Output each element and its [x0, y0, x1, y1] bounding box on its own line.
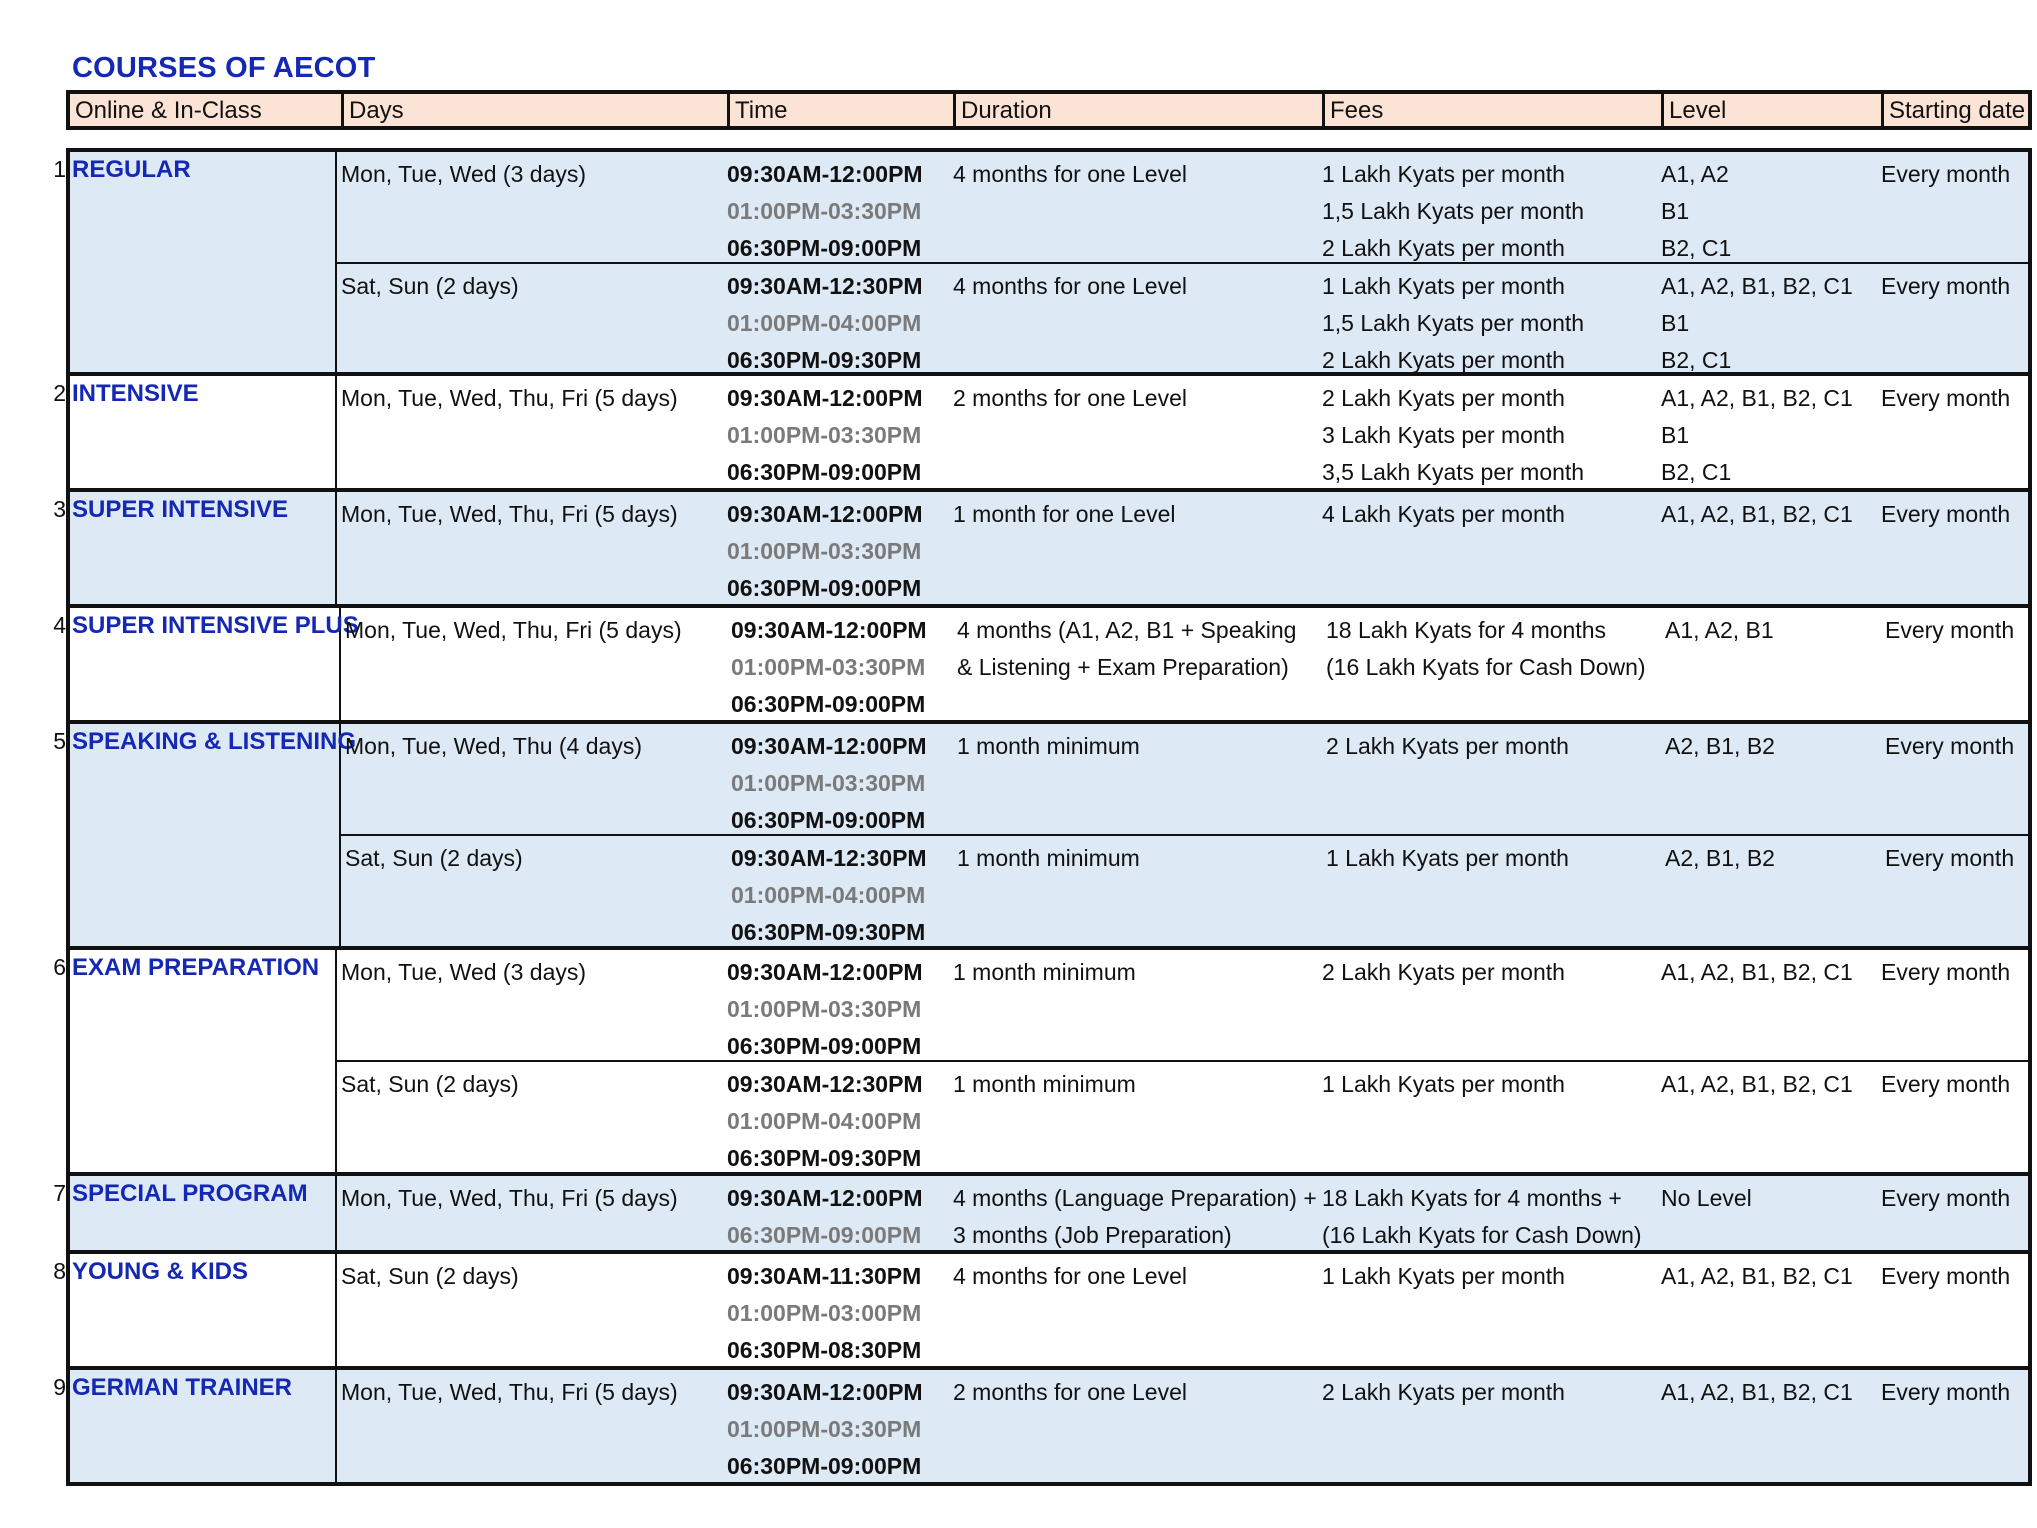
level-cell — [1657, 1062, 1877, 1172]
schedule-row — [337, 376, 2028, 488]
header-time: Time — [727, 94, 953, 126]
days-cell — [337, 1062, 723, 1172]
days-cell — [341, 608, 727, 720]
fees-cell-line: 4 Lakh Kyats per month — [1322, 501, 1565, 527]
duration-cell — [949, 1176, 1318, 1250]
time-cell — [727, 608, 953, 720]
fees-cell — [1318, 1254, 1657, 1366]
time-cell-line: 06:30PM-09:00PM — [731, 691, 926, 717]
schedule-row — [341, 724, 2032, 834]
course-number: 1 — [53, 156, 66, 182]
time-cell-line: 01:00PM-04:00PM — [727, 1108, 922, 1134]
duration-cell-line: 4 months for one Level — [953, 273, 1187, 299]
time-cell-line: 06:30PM-09:30PM — [727, 347, 922, 372]
start-cell — [1877, 492, 2028, 604]
duration-cell — [949, 950, 1318, 1060]
level-cell-line: B1 — [1661, 422, 1690, 448]
table-header — [66, 90, 2032, 130]
days-cell-line: Mon, Tue, Wed, Thu, Fri (5 days) — [341, 385, 678, 411]
level-cell — [1657, 1254, 1877, 1366]
time-cell — [723, 152, 949, 262]
days-cell-line: Mon, Tue, Wed, Thu, Fri (5 days) — [345, 617, 682, 643]
fees-cell-line: 3 Lakh Kyats per month — [1322, 422, 1565, 448]
fees-cell-line: 2 Lakh Kyats per month — [1322, 959, 1565, 985]
fees-cell-line: 2 Lakh Kyats per month — [1322, 1379, 1565, 1405]
time-cell-line: 06:30PM-09:00PM — [727, 1033, 922, 1059]
fees-cell-line: 2 Lakh Kyats per month — [1322, 235, 1565, 261]
course-number: 6 — [53, 954, 66, 980]
course-name: SPECIAL PROGRAM — [70, 1176, 337, 1250]
duration-cell-line: 1 month minimum — [957, 733, 1140, 759]
time-cell-line: 06:30PM-09:30PM — [731, 919, 926, 945]
time-cell-line: 01:00PM-03:30PM — [727, 538, 922, 564]
time-cell-line: 09:30AM-12:00PM — [731, 617, 927, 643]
level-cell — [1657, 264, 1877, 372]
schedule-row — [337, 1176, 2028, 1250]
start-cell — [1877, 1254, 2028, 1366]
days-cell-line: Mon, Tue, Wed, Thu, Fri (5 days) — [341, 1185, 678, 1211]
fees-cell — [1318, 376, 1657, 488]
fees-cell — [1318, 152, 1657, 262]
duration-cell-line: 1 month minimum — [953, 1071, 1136, 1097]
time-cell-line: 06:30PM-09:00PM — [727, 575, 922, 601]
time-cell-line: 06:30PM-09:00PM — [727, 1222, 922, 1248]
course-name: INTENSIVE — [70, 376, 337, 488]
days-cell — [341, 724, 727, 834]
days-cell — [337, 1370, 723, 1482]
start-cell — [1877, 1370, 2028, 1482]
time-cell-line: 09:30AM-12:00PM — [727, 1379, 923, 1405]
start-cell-line: Every month — [1881, 1185, 2011, 1211]
fees-cell-line: (16 Lakh Kyats for Cash Down) — [1322, 1222, 1642, 1248]
level-cell-line: A1, A2, B1, B2, C1 — [1661, 1071, 1853, 1097]
course-row — [53, 1370, 2028, 1486]
time-cell-line: 09:30AM-12:00PM — [727, 501, 923, 527]
start-cell-line: Every month — [1881, 1379, 2011, 1405]
duration-cell — [949, 1062, 1318, 1172]
time-cell-line: 06:30PM-09:30PM — [727, 1145, 922, 1171]
course-row — [53, 1176, 2028, 1254]
course-number: 2 — [53, 380, 66, 406]
start-cell-line: Every month — [1881, 501, 2011, 527]
level-cell — [1657, 376, 1877, 488]
duration-cell-line: 4 months (A1, A2, B1 + Speaking — [957, 617, 1297, 643]
schedule-row — [337, 262, 2028, 372]
time-cell — [727, 836, 953, 946]
duration-cell-line: 2 months for one Level — [953, 1379, 1187, 1405]
days-cell-line: Mon, Tue, Wed, Thu (4 days) — [345, 733, 643, 759]
duration-cell-line: 2 months for one Level — [953, 385, 1187, 411]
start-cell — [1877, 950, 2028, 1060]
days-cell — [337, 1176, 723, 1250]
level-cell — [1661, 608, 1881, 720]
header-fees: Fees — [1322, 94, 1661, 126]
start-cell — [1877, 376, 2028, 488]
start-cell-line: Every month — [1885, 845, 2015, 871]
duration-cell-line: 4 months for one Level — [953, 161, 1187, 187]
time-cell-line: 01:00PM-04:00PM — [731, 882, 926, 908]
time-cell-line: 09:30AM-12:00PM — [727, 385, 923, 411]
course-row — [53, 608, 2028, 724]
time-cell-line: 09:30AM-12:30PM — [727, 1071, 923, 1097]
fees-cell — [1322, 608, 1661, 720]
course-name: EXAM PREPARATION — [70, 950, 337, 1172]
fees-cell-line: 1 Lakh Kyats per month — [1322, 273, 1565, 299]
fees-cell — [1318, 1062, 1657, 1172]
level-cell-line: A1, A2, B1, B2, C1 — [1661, 1263, 1853, 1289]
course-row — [53, 724, 2028, 950]
time-cell-line: 09:30AM-12:00PM — [727, 959, 923, 985]
duration-cell — [953, 724, 1322, 834]
start-cell-line: Every month — [1881, 161, 2011, 187]
level-cell — [1657, 492, 1877, 604]
course-name: YOUNG & KIDS — [70, 1254, 337, 1366]
time-cell — [723, 1370, 949, 1482]
course-row — [53, 152, 2028, 376]
start-cell — [1877, 1062, 2028, 1172]
header-starting-date: Starting date — [1881, 94, 2028, 126]
start-cell-line: Every month — [1881, 959, 2011, 985]
level-cell-line: B2, C1 — [1661, 459, 1732, 485]
course-number: 4 — [53, 612, 66, 638]
course-name: REGULAR — [70, 152, 337, 372]
fees-cell-line: 1,5 Lakh Kyats per month — [1322, 198, 1585, 224]
time-cell-line: 01:00PM-03:30PM — [727, 996, 922, 1022]
duration-cell — [949, 492, 1318, 604]
duration-cell — [953, 608, 1322, 720]
course-number: 7 — [53, 1180, 66, 1206]
course-number: 5 — [53, 728, 66, 754]
duration-cell-line: 4 months for one Level — [953, 1263, 1187, 1289]
days-cell — [337, 264, 723, 372]
start-cell — [1877, 264, 2028, 372]
schedule-row — [341, 834, 2032, 946]
days-cell — [337, 492, 723, 604]
fees-cell — [1318, 950, 1657, 1060]
level-cell-line: A2, B1, B2 — [1665, 733, 1775, 759]
start-cell-line: Every month — [1881, 1071, 2011, 1097]
time-cell — [723, 264, 949, 372]
schedule-row — [337, 492, 2028, 604]
days-cell — [337, 950, 723, 1060]
duration-cell — [949, 152, 1318, 262]
time-cell — [723, 1062, 949, 1172]
course-table — [53, 148, 2032, 1486]
duration-cell-line: 4 months (Language Preparation) + — [953, 1185, 1317, 1211]
time-cell-line: 01:00PM-04:00PM — [727, 310, 922, 336]
start-cell — [1881, 836, 2032, 946]
course-row — [53, 492, 2028, 608]
level-cell — [1661, 836, 1881, 946]
course-number: 8 — [53, 1258, 66, 1284]
schedule-row — [341, 608, 2032, 720]
fees-cell-line: (16 Lakh Kyats for Cash Down) — [1326, 654, 1646, 680]
duration-cell — [953, 836, 1322, 946]
start-cell-line: Every month — [1881, 1263, 2011, 1289]
schedule-row — [337, 1060, 2028, 1172]
time-cell-line: 09:30AM-12:00PM — [727, 1185, 923, 1211]
level-cell-line: A1, A2, B1, B2, C1 — [1661, 1379, 1853, 1405]
fees-cell-line: 2 Lakh Kyats per month — [1326, 733, 1569, 759]
fees-cell-line: 2 Lakh Kyats per month — [1322, 347, 1565, 372]
time-cell — [723, 950, 949, 1060]
start-cell — [1877, 1176, 2028, 1250]
fees-cell-line: 1 Lakh Kyats per month — [1326, 845, 1569, 871]
schedule-row — [337, 152, 2028, 262]
level-cell — [1657, 950, 1877, 1060]
fees-cell-line: 18 Lakh Kyats for 4 months — [1326, 617, 1606, 643]
time-cell-line: 09:30AM-12:00PM — [731, 733, 927, 759]
schedule-row — [337, 1254, 2028, 1366]
start-cell-line: Every month — [1881, 273, 2011, 299]
start-cell — [1881, 724, 2032, 834]
course-name: SPEAKING & LISTENING — [70, 724, 341, 946]
days-cell-line: Mon, Tue, Wed (3 days) — [341, 161, 587, 187]
level-cell-line: B1 — [1661, 198, 1690, 224]
header-level: Level — [1661, 94, 1881, 126]
time-cell-line: 06:30PM-09:00PM — [727, 235, 922, 261]
course-row — [53, 376, 2028, 492]
level-cell-line: B2, C1 — [1661, 347, 1732, 372]
fees-cell-line: 1,5 Lakh Kyats per month — [1322, 310, 1585, 336]
fees-cell — [1322, 836, 1661, 946]
time-cell — [723, 1176, 949, 1250]
time-cell-line: 09:30AM-12:30PM — [727, 273, 923, 299]
start-cell-line: Every month — [1881, 385, 2011, 411]
duration-cell — [949, 1254, 1318, 1366]
time-cell-line: 01:00PM-03:30PM — [727, 1416, 922, 1442]
level-cell — [1661, 724, 1881, 834]
time-cell-line: 06:30PM-09:00PM — [731, 807, 926, 833]
time-cell — [727, 724, 953, 834]
level-cell-line: A1, A2, B1 — [1665, 617, 1774, 643]
time-cell-line: 01:00PM-03:30PM — [731, 770, 926, 796]
course-name: SUPER INTENSIVE — [70, 492, 337, 604]
days-cell-line: Sat, Sun (2 days) — [345, 845, 523, 871]
level-cell — [1657, 1370, 1877, 1482]
course-name: SUPER INTENSIVE PLUS — [70, 608, 341, 720]
start-cell-line: Every month — [1885, 733, 2015, 759]
time-cell-line: 09:30AM-11:30PM — [727, 1263, 922, 1289]
level-cell-line: A1, A2, B1, B2, C1 — [1661, 273, 1853, 299]
fees-cell — [1318, 264, 1657, 372]
header-days: Days — [341, 94, 727, 126]
days-cell — [337, 152, 723, 262]
level-cell-line: A1, A2, B1, B2, C1 — [1661, 385, 1853, 411]
level-cell — [1657, 1176, 1877, 1250]
fees-cell-line: 1 Lakh Kyats per month — [1322, 161, 1565, 187]
time-cell-line: 09:30AM-12:00PM — [727, 161, 923, 187]
fees-cell-line: 1 Lakh Kyats per month — [1322, 1071, 1565, 1097]
duration-cell — [949, 1370, 1318, 1482]
schedule-row — [337, 1370, 2028, 1482]
level-cell-line: B2, C1 — [1661, 235, 1732, 261]
level-cell — [1657, 152, 1877, 262]
duration-cell-line: 1 month minimum — [953, 959, 1136, 985]
fees-cell-line: 2 Lakh Kyats per month — [1322, 385, 1565, 411]
days-cell — [337, 1254, 723, 1366]
duration-cell-line: & Listening + Exam Preparation) — [957, 654, 1289, 680]
time-cell-line: 09:30AM-12:30PM — [731, 845, 927, 871]
days-cell-line: Sat, Sun (2 days) — [341, 273, 519, 299]
course-row — [53, 1254, 2028, 1370]
time-cell-line: 06:30PM-08:30PM — [727, 1337, 922, 1363]
days-cell-line: Mon, Tue, Wed, Thu, Fri (5 days) — [341, 501, 678, 527]
duration-cell-line: 1 month minimum — [957, 845, 1140, 871]
time-cell-line: 01:00PM-03:00PM — [727, 1300, 922, 1326]
course-row — [53, 950, 2028, 1176]
level-cell-line: No Level — [1661, 1185, 1752, 1211]
time-cell — [723, 376, 949, 488]
duration-cell-line: 3 months (Job Preparation) — [953, 1222, 1232, 1248]
course-name: GERMAN TRAINER — [70, 1370, 337, 1482]
time-cell-line: 06:30PM-09:00PM — [727, 1453, 922, 1479]
days-cell-line: Mon, Tue, Wed (3 days) — [341, 959, 587, 985]
fees-cell-line: 1 Lakh Kyats per month — [1322, 1263, 1565, 1289]
course-number: 3 — [53, 496, 66, 522]
fees-cell — [1318, 1176, 1657, 1250]
duration-cell — [949, 264, 1318, 372]
level-cell-line: A1, A2, B1, B2, C1 — [1661, 501, 1853, 527]
fees-cell-line: 18 Lakh Kyats for 4 months + — [1322, 1185, 1622, 1211]
page-title: COURSES OF AECOT — [72, 52, 376, 84]
time-cell-line: 01:00PM-03:30PM — [727, 198, 922, 224]
time-cell-line: 01:00PM-03:30PM — [731, 654, 926, 680]
header-duration: Duration — [953, 94, 1322, 126]
days-cell — [337, 376, 723, 488]
level-cell-line: B1 — [1661, 310, 1690, 336]
time-cell — [723, 1254, 949, 1366]
level-cell-line: A1, A2 — [1661, 161, 1729, 187]
start-cell — [1881, 608, 2032, 720]
start-cell — [1877, 152, 2028, 262]
fees-cell — [1318, 492, 1657, 604]
start-cell-line: Every month — [1885, 617, 2015, 643]
fees-cell-line: 3,5 Lakh Kyats per month — [1322, 459, 1585, 485]
duration-cell — [949, 376, 1318, 488]
header-course: Online & In-Class — [75, 97, 262, 124]
time-cell — [723, 492, 949, 604]
fees-cell — [1322, 724, 1661, 834]
time-cell-line: 06:30PM-09:00PM — [727, 459, 922, 485]
schedule-row — [337, 950, 2028, 1060]
duration-cell-line: 1 month for one Level — [953, 501, 1176, 527]
days-cell — [341, 836, 727, 946]
time-cell-line: 01:00PM-03:30PM — [727, 422, 922, 448]
level-cell-line: A1, A2, B1, B2, C1 — [1661, 959, 1853, 985]
course-number: 9 — [53, 1374, 66, 1400]
days-cell-line: Sat, Sun (2 days) — [341, 1071, 519, 1097]
fees-cell — [1318, 1370, 1657, 1482]
level-cell-line: A2, B1, B2 — [1665, 845, 1775, 871]
days-cell-line: Sat, Sun (2 days) — [341, 1263, 519, 1289]
days-cell-line: Mon, Tue, Wed, Thu, Fri (5 days) — [341, 1379, 678, 1405]
